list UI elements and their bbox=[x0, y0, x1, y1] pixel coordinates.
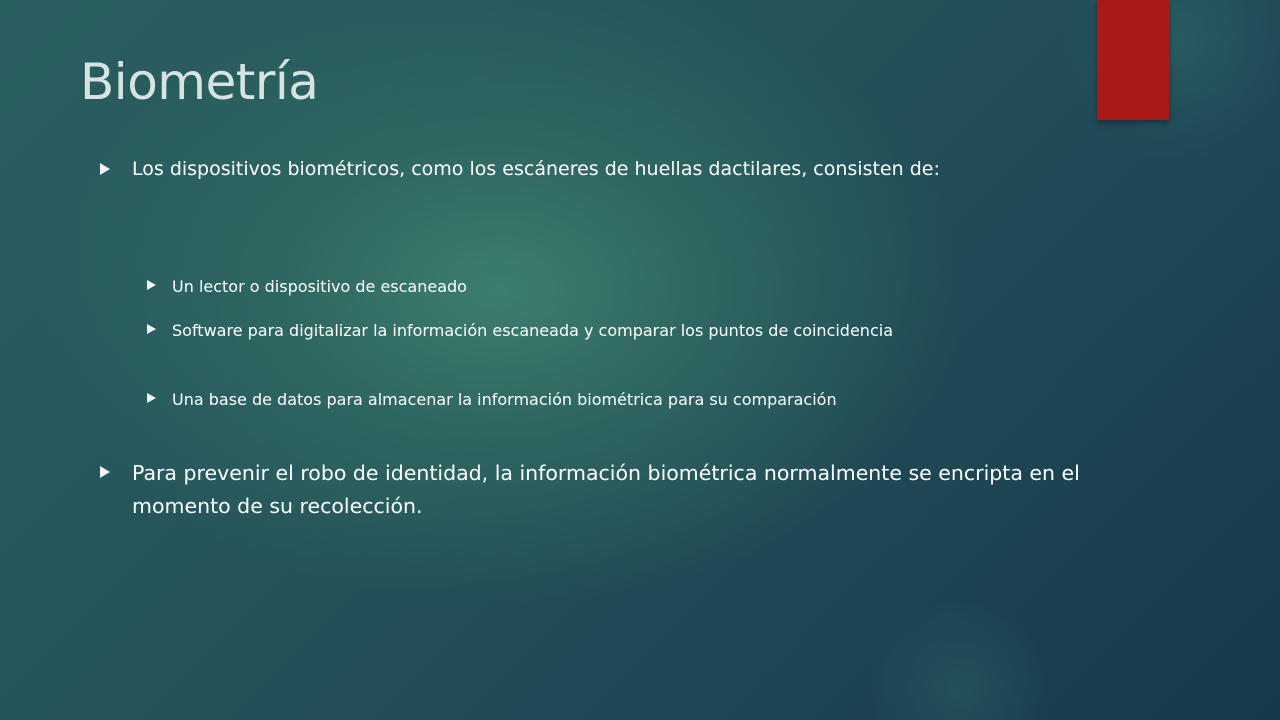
sub-bullet-item bbox=[147, 273, 1087, 300]
sub-bullet-text: Software para digitalizar la información escaneada y comparar los puntos de coincidencia bbox=[172, 321, 893, 340]
bullet-arrow-icon bbox=[147, 324, 156, 334]
red-accent-bar bbox=[1097, 0, 1169, 120]
sub-bullet-text: Un lector o dispositivo de escaneado bbox=[172, 277, 467, 296]
bullet-arrow-icon bbox=[100, 163, 110, 175]
bullet-arrow-icon bbox=[147, 393, 156, 403]
bullet-text: Los dispositivos biométricos, como los escáneres de huellas dactilares, consisten de: bbox=[132, 158, 940, 180]
sub-bullet-text: Una base de datos para almacenar la información biométrica para su comparación bbox=[172, 390, 837, 409]
slide-title: Biometría bbox=[80, 53, 319, 111]
bullet-item bbox=[100, 457, 1160, 523]
bullet-item bbox=[100, 154, 1060, 185]
sub-bullet-item bbox=[147, 317, 1087, 344]
sub-bullet-item bbox=[147, 386, 1087, 413]
bullet-arrow-icon bbox=[147, 280, 156, 290]
bullet-text: Para prevenir el robo de identidad, la información biométrica normalmente se encripta en el momento de su recolección. bbox=[132, 461, 1080, 518]
bullet-arrow-icon bbox=[100, 466, 110, 478]
